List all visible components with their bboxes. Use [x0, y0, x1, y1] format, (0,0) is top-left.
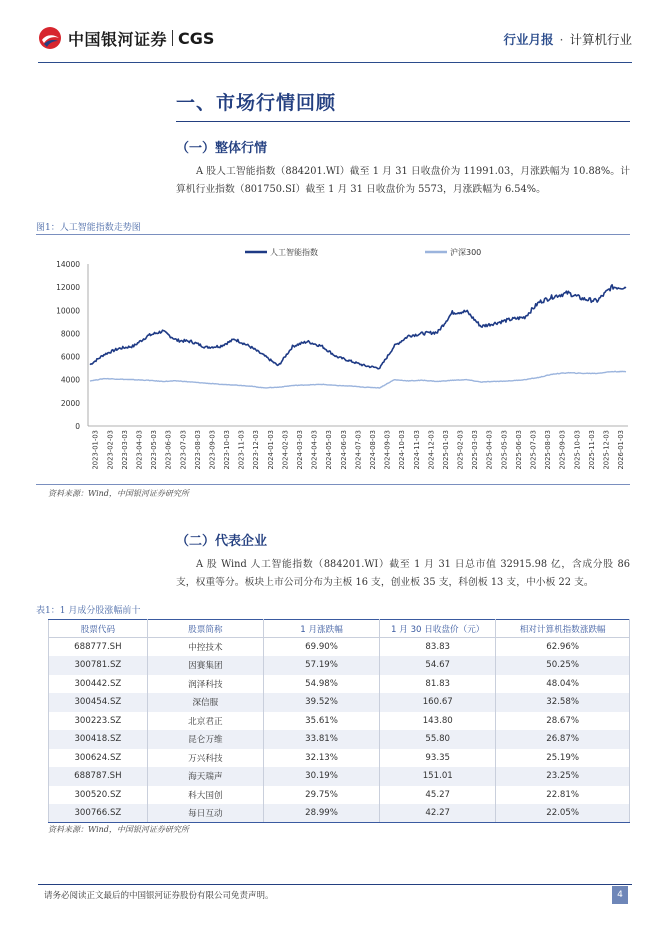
x-tick-label: 2024-06-03 — [339, 430, 348, 470]
table-row — [49, 656, 630, 675]
x-tick-label: 2024-08-03 — [368, 430, 377, 470]
section-divider — [176, 121, 630, 122]
legend-label: 沪深300 — [450, 248, 482, 257]
page-header — [0, 0, 662, 70]
table-cell: 300223.SZ — [49, 712, 148, 731]
x-tick-label: 2023-02-03 — [106, 430, 115, 470]
report-type: 行业月报 — [503, 32, 554, 47]
y-axis — [56, 260, 88, 431]
table-row — [49, 712, 630, 731]
x-tick-label: 2023-04-03 — [135, 430, 144, 470]
table-cell: 50.25% — [496, 656, 630, 675]
table-row — [49, 693, 630, 712]
table-cell: 中控技术 — [147, 638, 263, 657]
x-tick-label: 2023-01-03 — [91, 430, 100, 470]
table-cell: 深信服 — [147, 693, 263, 712]
figure-title: 图1：人工智能指数走势图 — [36, 223, 141, 233]
x-tick-label: 2024-01-03 — [266, 430, 275, 470]
header-change: 1 月涨跌幅 — [263, 620, 379, 638]
x-tick-label: 2025-05-03 — [500, 430, 509, 470]
header-close: 1 月 30 日收盘价（元） — [380, 620, 496, 638]
table-cell: 每日互动 — [147, 804, 263, 823]
table-cell: 33.81% — [263, 730, 379, 749]
table-row — [49, 786, 630, 805]
table-cell: 300781.SZ — [49, 656, 148, 675]
y-tick-label: 4000 — [60, 375, 80, 385]
x-tick-label: 2023-03-03 — [120, 430, 129, 470]
x-tick-label: 2023-09-03 — [208, 430, 217, 470]
x-tick-label: 2025-04-03 — [485, 430, 494, 470]
y-tick-label: 14000 — [56, 260, 80, 269]
x-tick-label: 2024-11-03 — [412, 430, 421, 470]
table-cell: 25.19% — [496, 749, 630, 768]
figure-source: 资料来源：Wind，中国银河证券研究所 — [48, 489, 189, 498]
y-tick-label: 6000 — [60, 352, 80, 362]
x-tick-label: 2025-09-03 — [558, 430, 567, 470]
table-cell: 北京君正 — [147, 712, 263, 731]
table-cell: 57.19% — [263, 656, 379, 675]
figure-top-rule — [36, 234, 630, 235]
table-cell: 海天瑞声 — [147, 767, 263, 786]
x-tick-label: 2025-11-03 — [587, 430, 596, 470]
logo-text: 中国银河证券 — [68, 29, 168, 49]
x-tick-label: 2023-07-03 — [179, 430, 188, 470]
table-cell: 45.27 — [380, 786, 496, 805]
x-tick-label: 2025-08-03 — [544, 430, 553, 470]
x-tick-label: 2024-10-03 — [398, 430, 407, 470]
table-row — [49, 730, 630, 749]
industry-name: 计算机行业 — [569, 32, 632, 47]
x-tick-label: 2025-02-03 — [456, 430, 465, 470]
chart-series — [90, 285, 626, 388]
table-row — [49, 638, 630, 657]
x-tick-label: 2023-12-03 — [252, 430, 261, 470]
table-cell: 300624.SZ — [49, 749, 148, 768]
header-code: 股票代码 — [49, 620, 148, 638]
x-tick-label: 2023-06-03 — [164, 430, 173, 470]
table-source: 资料来源：Wind，中国银河证券研究所 — [48, 825, 189, 834]
table-cell: 科大国创 — [147, 786, 263, 805]
y-tick-label: 10000 — [56, 306, 80, 316]
x-tick-label: 2024-07-03 — [354, 430, 363, 470]
x-tick-label: 2024-12-03 — [427, 430, 436, 470]
logo-separator — [172, 30, 173, 46]
x-tick-label: 2024-04-03 — [310, 430, 319, 470]
top-ten-table — [48, 619, 630, 823]
table-cell: 28.99% — [263, 804, 379, 823]
table-cell: 55.80 — [380, 730, 496, 749]
table-cell: 300520.SZ — [49, 786, 148, 805]
companies-paragraph: A 股 Wind 人工智能指数（884201.WI）截至 1 月 31 日总市值 32915.98 亿，含成分股 86 支，权重等分。板块上市公司分布为主板 16 支，创业板 35 支，科创板 13 支，中小板 22 支。 — [176, 559, 630, 588]
x-tick-label: 2024-09-03 — [383, 430, 392, 470]
table-cell: 688787.SH — [49, 767, 148, 786]
table-cell: 83.83 — [380, 638, 496, 657]
y-tick-label: 0 — [75, 422, 80, 431]
series-line — [90, 285, 626, 369]
table-header-row — [49, 620, 630, 638]
table-row — [49, 767, 630, 786]
table-cell: 300766.SZ — [49, 804, 148, 823]
logo-cgs: CGS — [178, 28, 215, 48]
x-tick-label: 2024-05-03 — [325, 430, 334, 470]
x-tick-label: 2025-07-03 — [529, 430, 538, 470]
table-cell: 35.61% — [263, 712, 379, 731]
x-tick-label: 2025-10-03 — [573, 430, 582, 470]
cgs-logo-icon — [38, 26, 62, 50]
table-cell: 143.80 — [380, 712, 496, 731]
table-cell: 300442.SZ — [49, 675, 148, 694]
table-cell: 万兴科技 — [147, 749, 263, 768]
table-cell: 22.05% — [496, 804, 630, 823]
table-cell: 昆仑万维 — [147, 730, 263, 749]
table-cell: 39.52% — [263, 693, 379, 712]
table-cell: 29.75% — [263, 786, 379, 805]
overall-paragraph: A 股人工智能指数（884201.WI）截至 1 月 31 日收盘价为 11991.03，月涨跌幅为 10.88%。计算机行业指数（801750.SI）截至 1 月 31 日收盘价为 5573，月涨跌幅为 6.54%。 — [176, 166, 630, 195]
table-row — [49, 749, 630, 768]
table-cell: 23.25% — [496, 767, 630, 786]
table-cell: 160.67 — [380, 693, 496, 712]
table-cell: 54.67 — [380, 656, 496, 675]
header-name: 股票简称 — [147, 620, 263, 638]
y-tick-label: 12000 — [56, 283, 80, 293]
table-cell: 151.01 — [380, 767, 496, 786]
series-line — [90, 371, 626, 388]
footer-disclaimer: 请务必阅读正文最后的中国银河证券股份有限公司免责声明。 — [44, 891, 274, 901]
x-tick-label: 2024-02-03 — [281, 430, 290, 470]
y-tick-label: 8000 — [60, 329, 80, 339]
table-cell: 42.27 — [380, 804, 496, 823]
table-body — [49, 638, 630, 823]
table-cell: 81.83 — [380, 675, 496, 694]
header-dot: · — [559, 32, 564, 47]
table-cell: 26.87% — [496, 730, 630, 749]
figure-bottom-rule — [36, 484, 630, 485]
x-tick-label: 2023-05-03 — [150, 430, 159, 470]
table-cell: 300454.SZ — [49, 693, 148, 712]
x-tick-label: 2023-10-03 — [223, 430, 232, 470]
table-cell: 28.67% — [496, 712, 630, 731]
y-tick-label: 2000 — [60, 398, 80, 408]
table-cell: 688777.SH — [49, 638, 148, 657]
x-tick-label: 2026-01-03 — [617, 430, 626, 470]
table-cell: 48.04% — [496, 675, 630, 694]
table-row — [49, 804, 630, 823]
x-tick-label: 2025-12-03 — [602, 430, 611, 470]
table-cell: 30.19% — [263, 767, 379, 786]
table-cell: 62.96% — [496, 638, 630, 657]
chart-legend — [245, 247, 481, 257]
subsection-title-companies: （二）代表企业 — [176, 534, 268, 549]
x-tick-label: 2025-06-03 — [514, 430, 523, 470]
header-relative: 相对计算机指数涨跌幅 — [496, 620, 630, 638]
table-cell: 54.98% — [263, 675, 379, 694]
legend-label: 人工智能指数 — [270, 248, 318, 257]
header-divider — [38, 62, 632, 63]
section-title: 一、市场行情回顾 — [176, 92, 337, 114]
header-category — [503, 30, 632, 48]
table-cell: 32.13% — [263, 749, 379, 768]
table-cell: 因赛集团 — [147, 656, 263, 675]
table-title: 表1：1 月成分股涨幅前十 — [36, 606, 141, 616]
x-tick-label: 2023-08-03 — [193, 430, 202, 470]
table-cell: 32.58% — [496, 693, 630, 712]
table-cell: 润泽科技 — [147, 675, 263, 694]
x-axis — [88, 426, 628, 470]
x-tick-label: 2024-03-03 — [296, 430, 305, 470]
table-cell: 22.81% — [496, 786, 630, 805]
subsection-title-overall: （一）整体行情 — [176, 141, 268, 156]
page-number: 4 — [612, 886, 628, 904]
table-row — [49, 675, 630, 694]
table-cell: 93.35 — [380, 749, 496, 768]
x-tick-label: 2025-03-03 — [471, 430, 480, 470]
table-cell: 300418.SZ — [49, 730, 148, 749]
footer-divider — [38, 884, 632, 885]
x-tick-label: 2023-11-03 — [237, 430, 246, 470]
table-cell: 69.90% — [263, 638, 379, 657]
cgs-logo — [38, 26, 214, 50]
ai-index-line-chart — [40, 238, 632, 483]
x-tick-label: 2025-01-03 — [441, 430, 450, 470]
